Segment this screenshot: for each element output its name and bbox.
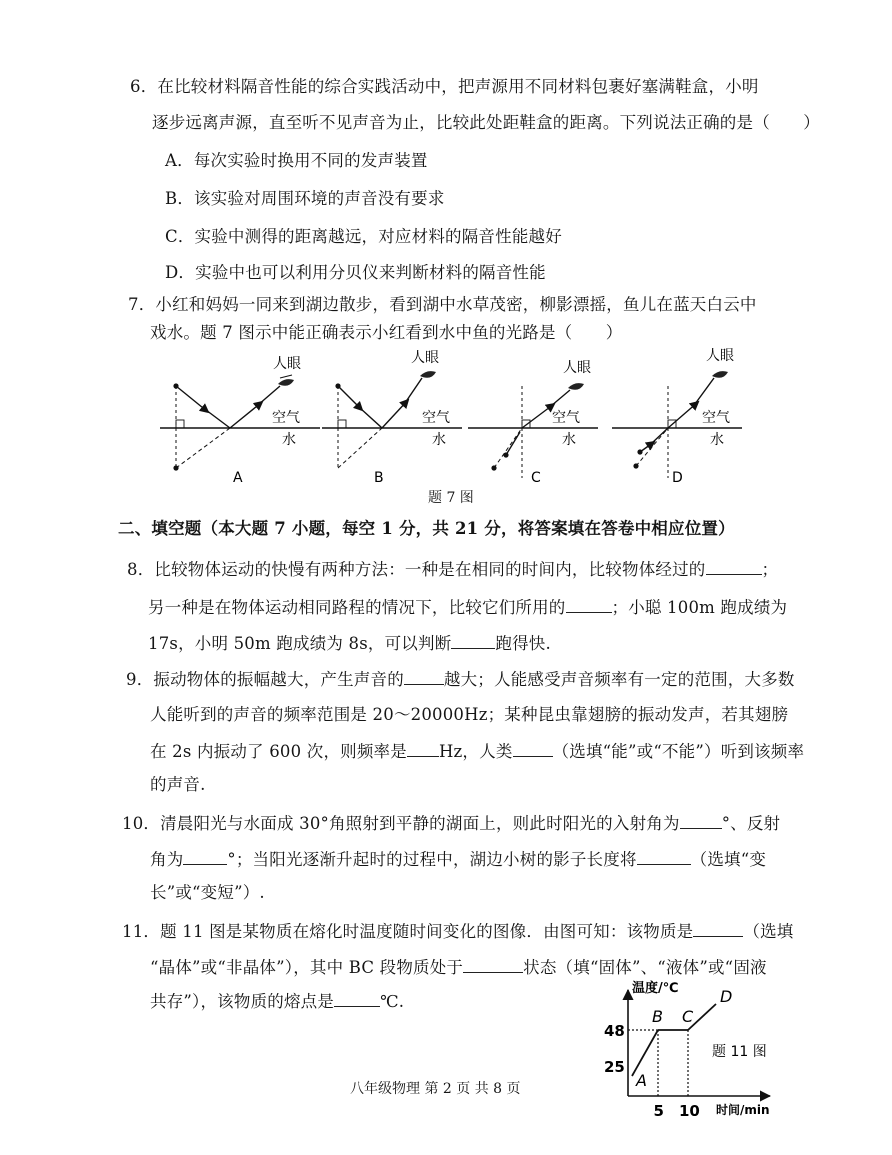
q10-line2-c: （选填“变 bbox=[690, 850, 767, 869]
water-label-b: 水 bbox=[432, 432, 446, 448]
point-label-a: A bbox=[636, 1071, 647, 1090]
q6-stem-line2: 逐步远离声源，直至听不见声音为止，比较此处距鞋盒的距离。下列说法正确的是（ ） bbox=[152, 113, 820, 132]
air-label-c: 空气 bbox=[552, 410, 580, 426]
point-label-d: D bbox=[720, 987, 733, 1006]
water-label-a: 水 bbox=[282, 432, 296, 448]
q9-line1-b: 越大；人能感受声音频率有一定的范围，大多数 bbox=[443, 670, 795, 689]
eye-label-b: 人眼 bbox=[411, 350, 439, 366]
page-footer: 八年级物理 第 2 页 共 8 页 bbox=[350, 1081, 521, 1097]
q11-line2-b: 状态（填“固体”、“液体”或“固液 bbox=[523, 958, 767, 977]
q11-line1-a: 11．题 11 图是某物质在熔化时温度随时间变化的图像．由图可知：该物质是 bbox=[122, 922, 694, 941]
x-tick-label: 10 bbox=[679, 1102, 700, 1120]
q9-line3-a: 在 2s 内振动了 600 次，则频率是 bbox=[150, 742, 407, 761]
x-axis-label: 时间/min bbox=[716, 1103, 770, 1117]
q11-line3-a: 共存”），该物质的熔点是 bbox=[150, 992, 335, 1011]
air-label-a: 空气 bbox=[272, 410, 300, 426]
y-tick-label: 25 bbox=[604, 1058, 625, 1076]
q8-line2-text: 另一种是在物体运动相同路程的情况下，比较它们所用的 bbox=[148, 598, 566, 617]
q10-line3: 长”或“变短”）. bbox=[150, 883, 265, 902]
y-tick-label: 48 bbox=[604, 1022, 625, 1040]
q10-line1-b: °、反射 bbox=[721, 814, 781, 833]
water-label-d: 水 bbox=[710, 432, 724, 448]
q10-line1-a: 10．清晨阳光与水面成 30°角照射到平静的湖面上，则此时阳光的入射角为 bbox=[122, 814, 680, 833]
point-label-c: C bbox=[682, 1007, 694, 1026]
q6-option-a: A．每次实验时换用不同的发声装置 bbox=[165, 151, 428, 170]
option-label-c: C bbox=[531, 470, 541, 486]
series-segment bbox=[632, 1030, 658, 1076]
eye-label-d: 人眼 bbox=[706, 348, 734, 364]
q9-line2: 人能听到的声音的频率范围是 20～20000Hz；某种昆虫靠翅膀的振动发声，若其翅膀 bbox=[150, 705, 789, 724]
air-label-d: 空气 bbox=[702, 410, 730, 426]
q11-line2-a: “晶体”或“非晶体”），其中 BC 段物质处于 bbox=[150, 958, 464, 977]
eye-label-a: 人眼 bbox=[273, 356, 301, 372]
q6-option-d: D．实验中也可以利用分贝仪来判断材料的隔音性能 bbox=[165, 263, 546, 282]
option-label-a: A bbox=[233, 470, 243, 486]
q8-line1-text: 8．比较物体运动的快慢有两种方法：一种是在相同的时间内，比较物体经过的 bbox=[127, 560, 706, 579]
q10-line2-b: °；当阳光逐渐升起时的过程中，湖边小树的影子长度将 bbox=[227, 850, 637, 869]
q7-caption: 题 7 图 bbox=[428, 490, 474, 506]
section2-heading: 二、填空题（本大题 7 小题，每空 1 分，共 21 分，将答案填在答卷中相应位置） bbox=[118, 519, 735, 538]
q6-option-c: C．实验中测得的距离越远，对应材料的隔音性能越好 bbox=[165, 227, 562, 246]
option-label-b: B bbox=[374, 470, 384, 486]
q10-line2-a: 角为 bbox=[150, 850, 184, 869]
chart-title: 题 11 图 bbox=[712, 1044, 767, 1060]
q6-stem-line1: 6．在比较材料隔音性能的综合实践活动中，把声源用不同材料包裹好塞满鞋盒，小明 bbox=[130, 77, 759, 96]
water-label-c: 水 bbox=[562, 432, 576, 448]
q9-line4: 的声音. bbox=[150, 775, 206, 794]
q6-option-b: B．该实验对周围环境的声音没有要求 bbox=[165, 189, 445, 208]
eye-label-c: 人眼 bbox=[563, 360, 591, 376]
option-label-d: D bbox=[672, 470, 683, 486]
air-label-b: 空气 bbox=[422, 410, 450, 426]
q8-line3-end: 跑得快. bbox=[495, 634, 551, 653]
q8-line3-text: 17s，小明 50m 跑成绩为 8s，可以判断 bbox=[148, 634, 452, 653]
q8-line1-end: ； bbox=[761, 560, 779, 579]
q8-line2-mid: ；小聪 100m 跑成绩为 bbox=[611, 598, 788, 617]
q7-stem-line1: 7．小红和妈妈一同来到湖边散步，看到湖中水草茂密，柳影漂摇，鱼儿在蓝天白云中 bbox=[128, 295, 757, 314]
q9-line3-c: （选填“能”或“不能”）听到该频率 bbox=[552, 742, 805, 761]
q9-line3-b: Hz，人类 bbox=[438, 742, 513, 761]
q7-stem-line2: 戏水。题 7 图示中能正确表示小红看到水中鱼的光路是（ ） bbox=[150, 323, 623, 342]
q11-line1-b: （选填 bbox=[743, 922, 794, 941]
q9-line1-a: 9．振动物体的振幅越大，产生声音的 bbox=[126, 670, 404, 689]
q11-line3-b: ℃. bbox=[380, 992, 405, 1011]
x-tick-label: 5 bbox=[653, 1102, 664, 1120]
point-label-b: B bbox=[652, 1007, 663, 1026]
y-axis-label: 温度/℃ bbox=[632, 981, 679, 996]
